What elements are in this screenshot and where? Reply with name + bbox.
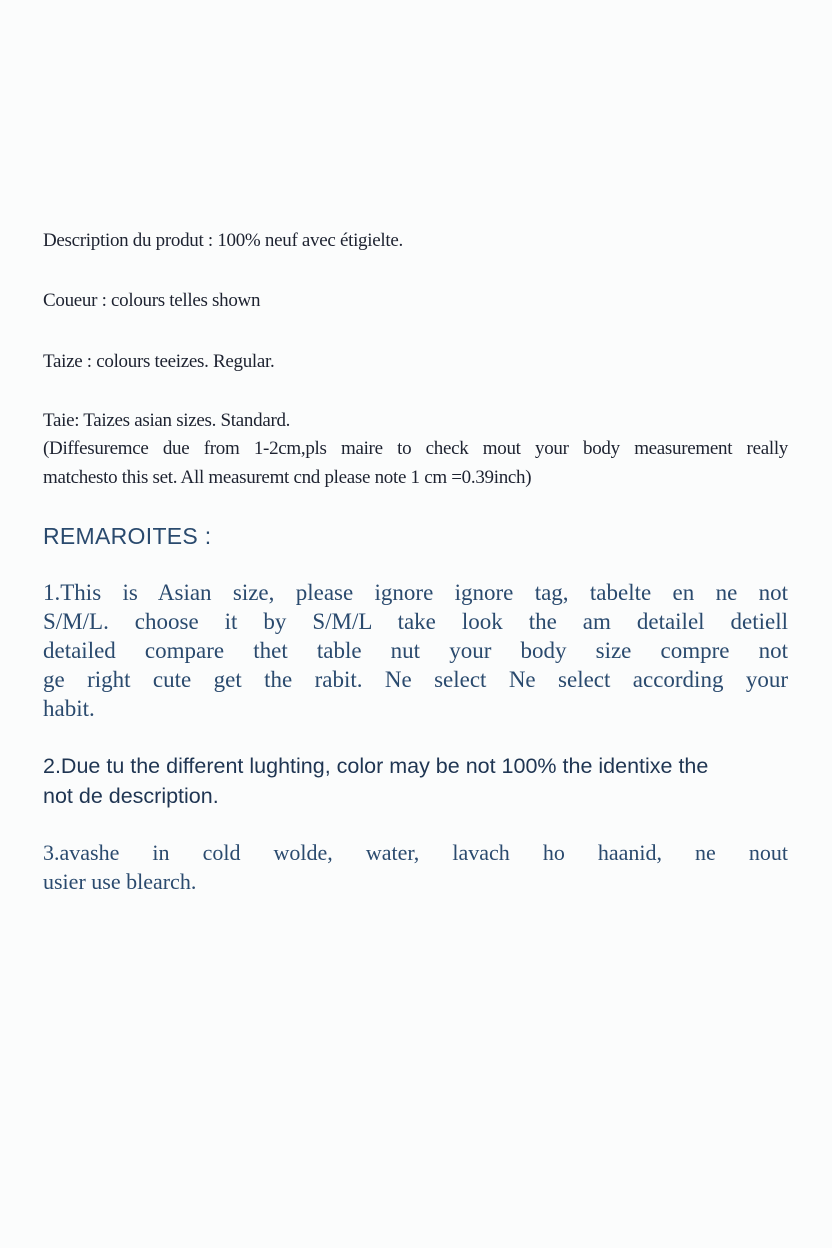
remarks-heading: REMAROITES :	[43, 523, 212, 549]
measurement-note-line-1: (Diffesuremce due from 1-2cm,pls maire to check mout your body measurement really	[43, 438, 788, 459]
remark-1-line: S/M/L. choose it by S/M/L take look the am detailel detiell	[43, 609, 788, 634]
measurement-note-line-2: matchesto this set. All measuremt cnd please note 1 cm =0.39inch)	[43, 467, 532, 488]
remark-2-line: not de description.	[43, 784, 219, 808]
remark-3-line: usier use blearch.	[43, 869, 197, 894]
remark-1-line: habit.	[43, 696, 95, 721]
type-line: Taie: Taizes asian sizes. Standard.	[43, 410, 291, 431]
size-line: Taize : colours teeizes. Regular.	[43, 351, 275, 372]
description-line: Description du produt : 100% neuf avec étigielte.	[43, 230, 403, 251]
remark-1-line: ge right cute get the rabit. Ne select Ne select according your	[43, 667, 788, 692]
remark-1-line: detailed compare thet table nut your body size compre not	[43, 638, 788, 663]
color-line: Coueur : colours telles shown	[43, 290, 261, 311]
remark-3-line: 3.avashe in cold wolde, water, lavach ho haanid, ne nout	[43, 840, 788, 865]
remark-1-line: 1.This is Asian size, please ignore ignore tag, tabelte en ne not	[43, 580, 788, 605]
remark-2-line: 2.Due tu the different lughting, color may be not 100% the identixe the	[43, 754, 709, 778]
